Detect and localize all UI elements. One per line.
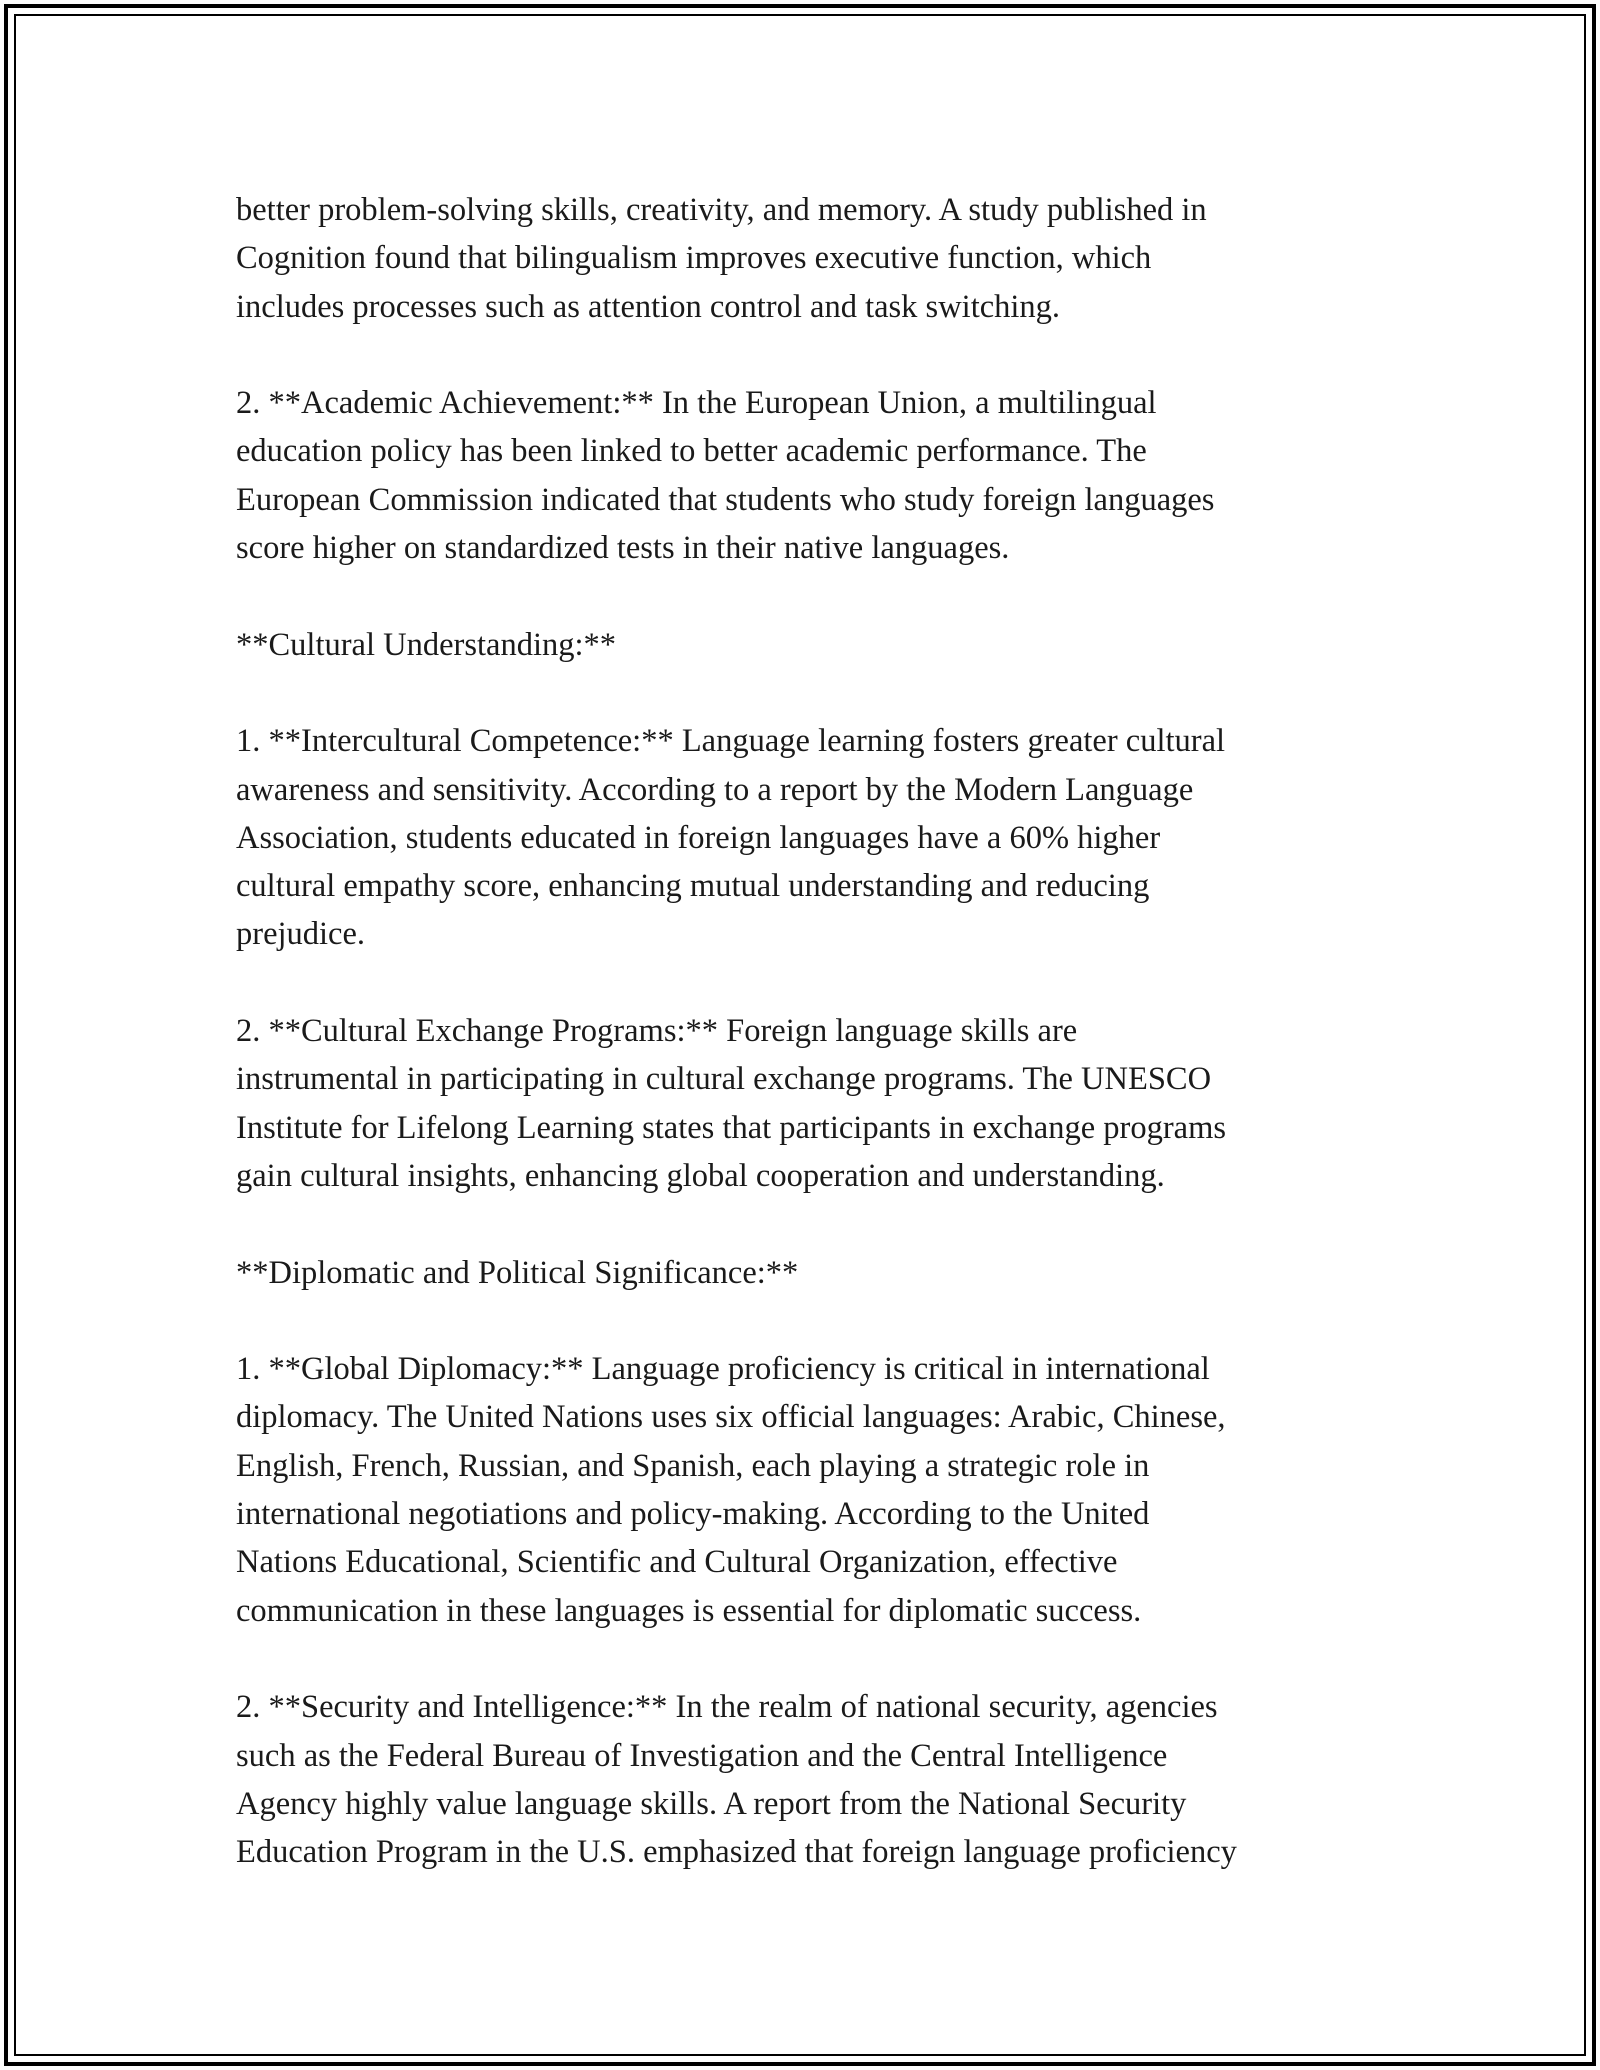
heading-diplomatic-political-significance: **Diplomatic and Political Significance:**: [236, 1254, 799, 1291]
paragraph-security-intelligence: 2. **Security and Intelligence:** In the realm of national security, agencies such as the Federal Bureau of Investigation and the Central Intelligence Agency highly value language skills. A report from the National Security Education Program in the U.S. emphasized that foreign language proficiency: [236, 1689, 1237, 1871]
paragraph-academic-achievement: 2. **Academic Achievement:** In the European Union, a multilingual education policy has been linked to better academic performance. The European Commission indicated that students who study foreign languages score higher on standardized tests in their native languages.: [236, 385, 1215, 567]
paragraph-global-diplomacy: 1. **Global Diplomacy:** Language proficiency is critical in international diplomacy. The United Nations uses six official languages: Arabic, Chinese, English, French, Russian, and Spanish, each playing a strategic role in international negotiations and policy-making. According to the United Nations Educational, Scientific and Cultural Organization, effective communication in these languages is essential for diplomatic success.: [236, 1351, 1226, 1629]
document-body: [236, 186, 1386, 1876]
heading-cultural-understanding: **Cultural Understanding:**: [236, 626, 617, 663]
paragraph-cognitive-benefits-continued: better problem-solving skills, creativity, and memory. A study published in Cognition found that bilingualism improves executive function, which includes processes such as attention control and task switching.: [236, 192, 1207, 325]
paragraph-cultural-exchange-programs: 2. **Cultural Exchange Programs:** Foreign language skills are instrumental in participating in cultural exchange programs. The UNESCO Institute for Lifelong Learning states that participants in exchange programs gain cultural insights, enhancing global cooperation and understanding.: [236, 1013, 1227, 1194]
paragraph-intercultural-competence: 1. **Intercultural Competence:** Language learning fosters greater cultural awareness and sensitivity. According to a report by the Modern Language Association, students educated in foreign languages have a 60% higher cultural empathy score, enhancing mutual understanding and reducing prejudice.: [236, 723, 1226, 953]
